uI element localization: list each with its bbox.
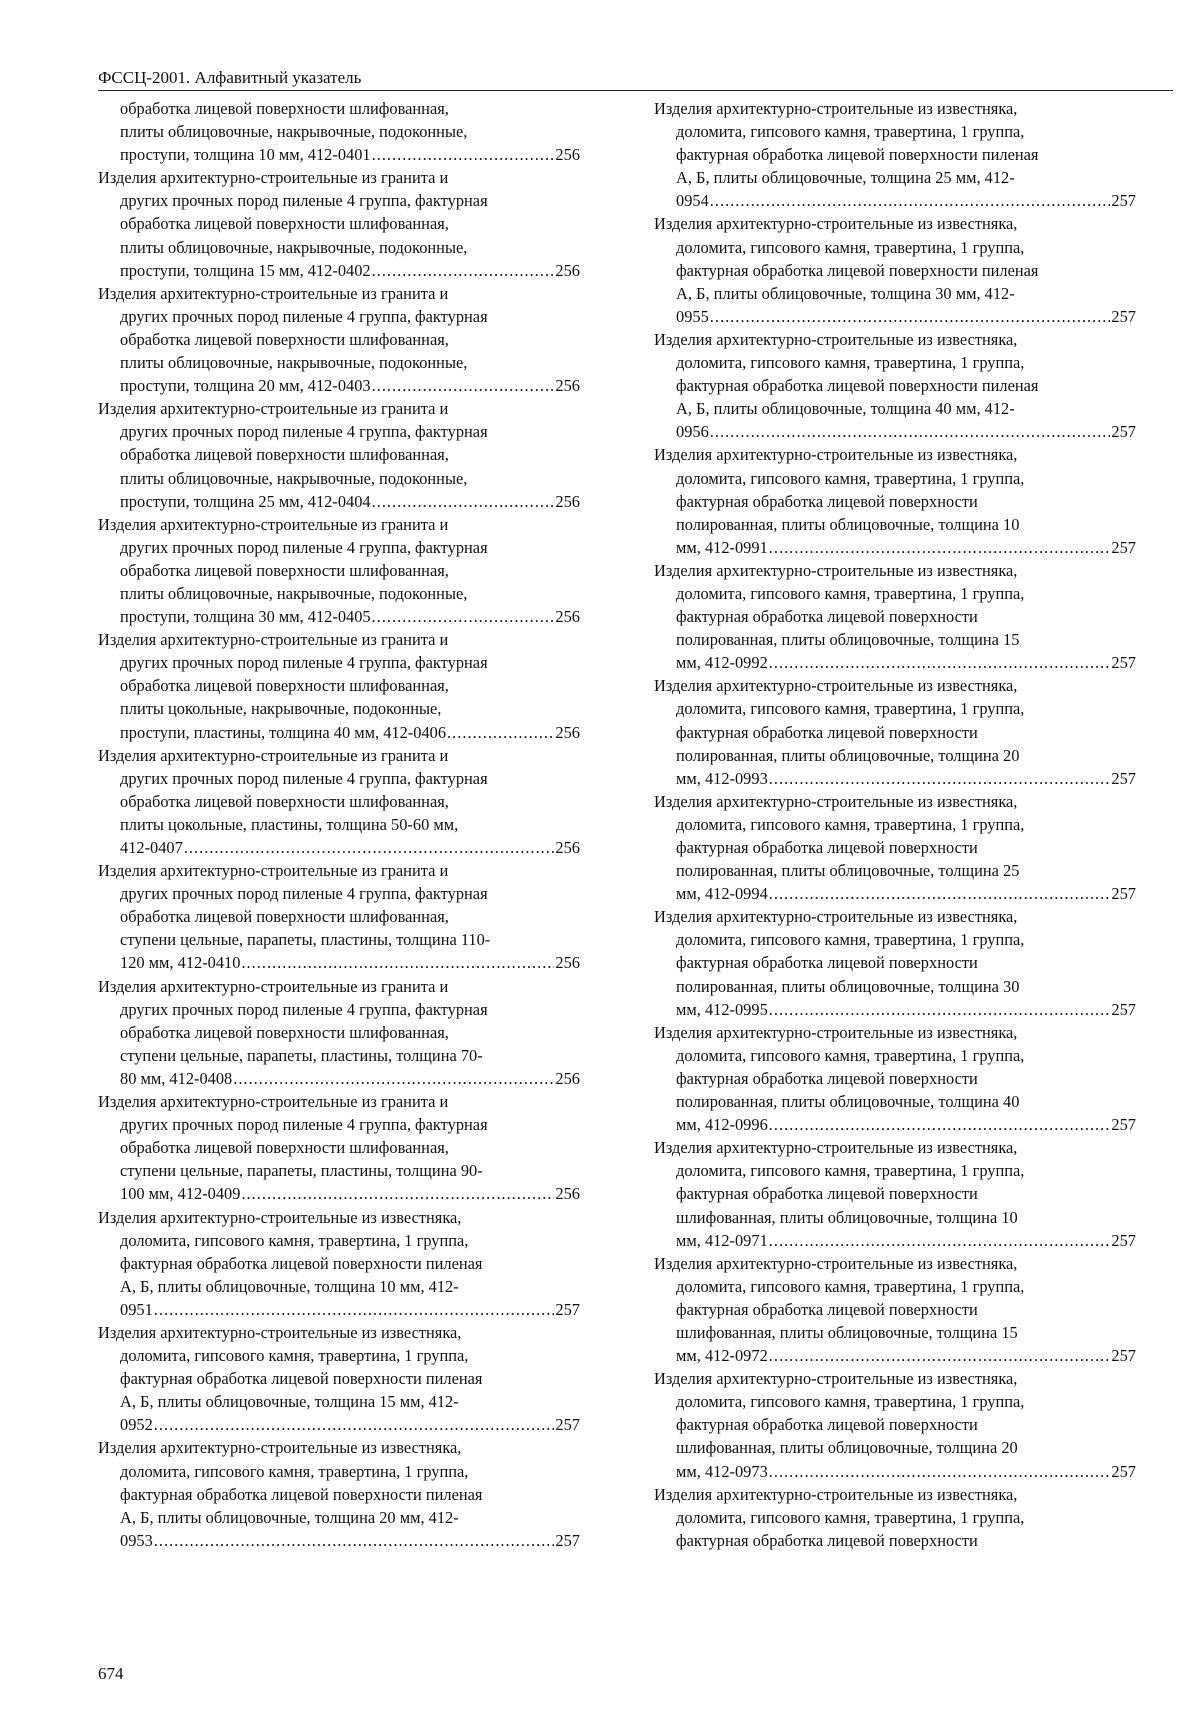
entry-page-ref: 257 <box>1111 768 1136 788</box>
dot-leader <box>710 189 1111 212</box>
entry-text-line: доломита, гипсового камня, травертина, 1 группа, <box>120 1230 469 1250</box>
dot-leader <box>372 605 555 628</box>
index-entry <box>98 628 580 743</box>
entry-page-ref: 257 <box>1111 1115 1136 1135</box>
entry-text-line: фактурная обработка лицевой поверхности <box>676 1299 978 1319</box>
entry-heading-line: Изделия архитектурно-строительные из известняка, <box>98 1438 462 1458</box>
entry-text-line: доломита, гипсового камня, травертина, 1 группа, <box>676 699 1025 719</box>
entry-heading-line: Изделия архитектурно-строительные из известняка, <box>654 676 1018 696</box>
entry-heading-line: Изделия архитектурно-строительные из гранита и <box>98 630 449 650</box>
entry-text-line: полированная, плиты облицовочные, толщина 10 <box>676 514 1020 534</box>
entry-text-line: обработка лицевой поверхности шлифованная, <box>120 560 449 580</box>
entry-reference-line <box>654 1229 1136 1252</box>
entry-heading-line: Изделия архитектурно-строительные из известняка, <box>654 1253 1018 1273</box>
entry-heading-line: Изделия архитектурно-строительные из гранита и <box>98 514 449 534</box>
entry-reference-line <box>654 189 1136 212</box>
index-column-left <box>98 97 580 1552</box>
entry-text-line: плиты цокольные, накрывочные, подоконные, <box>120 699 442 719</box>
entry-code: проступи, толщина 15 мм, 412-0402 <box>120 260 371 280</box>
dot-leader <box>154 1298 555 1321</box>
entry-text-line: обработка лицевой поверхности шлифованная, <box>120 791 449 811</box>
entry-page-ref: 257 <box>555 1299 580 1319</box>
entry-reference-line <box>98 721 580 744</box>
index-entry <box>654 1367 1136 1482</box>
entry-page-ref: 256 <box>555 260 580 280</box>
index-entry <box>654 328 1136 443</box>
entry-text-line: других прочных пород пиленые 4 группа, фактурная <box>120 306 488 326</box>
index-entry <box>654 1252 1136 1367</box>
entry-text-line: плиты облицовочные, накрывочные, подоконные, <box>120 468 468 488</box>
entry-text-line: А, Б, плиты облицовочные, толщина 25 мм, 412- <box>676 168 1015 188</box>
entry-reference-line <box>98 143 580 166</box>
entry-text-line: других прочных пород пиленые 4 группа, фактурная <box>120 768 488 788</box>
dot-leader <box>769 1229 1111 1252</box>
entry-reference-line <box>654 998 1136 1021</box>
index-entry <box>654 905 1136 1020</box>
entry-reference-line <box>654 882 1136 905</box>
entry-text-line: полированная, плиты облицовочные, толщина 25 <box>676 861 1020 881</box>
entry-text-line: других прочных пород пиленые 4 группа, фактурная <box>120 422 488 442</box>
dot-leader <box>769 1460 1111 1483</box>
entry-text-line: фактурная обработка лицевой поверхности <box>676 1530 978 1550</box>
entry-page-ref: 257 <box>1111 1346 1136 1366</box>
entry-text-line: шлифованная, плиты облицовочные, толщина 10 <box>676 1207 1018 1227</box>
dot-leader <box>372 490 555 513</box>
entry-reference-line <box>98 490 580 513</box>
entry-text-line: плиты облицовочные, накрывочные, подоконные, <box>120 122 468 142</box>
entry-heading-line: Изделия архитектурно-строительные из известняка, <box>654 329 1018 349</box>
entry-text-line: фактурная обработка лицевой поверхности <box>676 953 978 973</box>
index-entry <box>654 790 1136 905</box>
entry-code: 0954 <box>676 191 709 211</box>
entry-code: проступи, толщина 30 мм, 412-0405 <box>120 607 371 627</box>
entry-text-line: доломита, гипсового камня, травертина, 1 группа, <box>676 122 1025 142</box>
entry-heading-line: Изделия архитектурно-строительные из гранита и <box>98 861 449 881</box>
entry-text-line: полированная, плиты облицовочные, толщина 20 <box>676 745 1020 765</box>
dot-leader <box>233 1067 554 1090</box>
entry-code: 0951 <box>120 1299 153 1319</box>
index-entry <box>654 1136 1136 1251</box>
entry-code: мм, 412-0994 <box>676 884 768 904</box>
entry-page-ref: 257 <box>1111 1230 1136 1250</box>
entry-text-line: доломита, гипсового камня, травертина, 1 группа, <box>676 1392 1025 1412</box>
index-entry <box>98 166 580 281</box>
index-entry <box>654 674 1136 789</box>
entry-reference-line <box>98 1413 580 1436</box>
entry-heading-line: Изделия архитектурно-строительные из известняка, <box>98 1207 462 1227</box>
entry-reference-line <box>654 767 1136 790</box>
entry-text-line: А, Б, плиты облицовочные, толщина 15 мм, 412- <box>120 1392 459 1412</box>
dot-leader <box>154 1413 555 1436</box>
entry-text-line: доломита, гипсового камня, травертина, 1 группа, <box>676 468 1025 488</box>
index-entry <box>654 1021 1136 1136</box>
entry-code: проступи, пластины, толщина 40 мм, 412-0406 <box>120 722 447 742</box>
entry-text-line: обработка лицевой поверхности шлифованная, <box>120 445 449 465</box>
entry-text-line: доломита, гипсового камня, травертина, 1 группа, <box>676 814 1025 834</box>
entry-text-line: обработка лицевой поверхности шлифованная, <box>120 329 449 349</box>
entry-page-ref: 256 <box>555 722 580 742</box>
dot-leader <box>710 420 1111 443</box>
entry-text-line: доломита, гипсового камня, травертина, 1 группа, <box>676 583 1025 603</box>
entry-reference-line <box>98 374 580 397</box>
index-entry <box>654 212 1136 327</box>
index-entry <box>98 744 580 859</box>
index-entry <box>654 443 1136 558</box>
entry-reference-line <box>98 1182 580 1205</box>
entry-heading-line: Изделия архитектурно-строительные из гранита и <box>98 168 449 188</box>
entry-text-line: плиты цокольные, пластины, толщина 50-60 мм, <box>120 814 459 834</box>
entry-heading-line: Изделия архитектурно-строительные из гранита и <box>98 1092 449 1112</box>
entry-heading-line: Изделия архитектурно-строительные из гранита и <box>98 745 449 765</box>
entry-reference-line <box>654 1344 1136 1367</box>
index-entry <box>98 1206 580 1321</box>
entry-text-line: обработка лицевой поверхности шлифованная, <box>120 676 449 696</box>
index-entry <box>98 282 580 397</box>
entry-text-line: фактурная обработка лицевой поверхности <box>676 1184 978 1204</box>
dot-leader <box>769 767 1111 790</box>
entry-code: 80 мм, 412-0408 <box>120 1068 233 1088</box>
entry-page-ref: 256 <box>555 145 580 165</box>
entry-reference-line <box>654 420 1136 443</box>
entry-text-line: фактурная обработка лицевой поверхности пиленая <box>120 1369 483 1389</box>
entry-code: 412-0407 <box>120 838 183 857</box>
dot-leader <box>447 721 554 744</box>
entry-code: 0953 <box>120 1530 153 1550</box>
entry-page-ref: 257 <box>1111 191 1136 211</box>
entry-text-line: доломита, гипсового камня, травертина, 1 группа, <box>676 1161 1025 1181</box>
entry-heading-line: Изделия архитектурно-строительные из известняка, <box>98 1322 462 1342</box>
entry-code: 0955 <box>676 306 709 326</box>
entry-heading-line: Изделия архитектурно-строительные из известняка, <box>654 99 1018 118</box>
index-entry <box>98 97 580 166</box>
entry-text-line: А, Б, плиты облицовочные, толщина 40 мм, 412- <box>676 399 1015 419</box>
entry-text-line: фактурная обработка лицевой поверхности <box>676 838 978 857</box>
entry-page-ref: 256 <box>555 376 580 396</box>
entry-text-line: фактурная обработка лицевой поверхности <box>676 722 978 742</box>
dot-leader <box>184 836 555 859</box>
entry-text-line: доломита, гипсового камня, травертина, 1 группа, <box>676 237 1025 257</box>
entry-page-ref: 257 <box>1111 422 1136 442</box>
entry-text-line: плиты облицовочные, накрывочные, подоконные, <box>120 583 468 603</box>
index-entry <box>98 1090 580 1205</box>
entry-text-line: шлифованная, плиты облицовочные, толщина 15 <box>676 1322 1018 1342</box>
entry-text-line: доломита, гипсового камня, травертина, 1 группа, <box>676 1045 1025 1065</box>
dot-leader <box>241 1182 554 1205</box>
entry-heading-line: Изделия архитектурно-строительные из известняка, <box>654 1138 1018 1158</box>
dot-leader <box>769 1344 1111 1367</box>
entry-code: 0952 <box>120 1415 153 1435</box>
entry-reference-line <box>654 651 1136 674</box>
entry-reference-line <box>98 1067 580 1090</box>
dot-leader <box>372 374 555 397</box>
dot-leader <box>769 651 1111 674</box>
entry-code: мм, 412-0991 <box>676 537 768 557</box>
dot-leader <box>241 951 554 974</box>
index-entry <box>98 397 580 512</box>
entry-text-line: фактурная обработка лицевой поверхности <box>676 1068 978 1088</box>
dot-leader <box>372 143 555 166</box>
entry-page-ref: 256 <box>555 953 580 973</box>
entry-code: мм, 412-0973 <box>676 1461 768 1481</box>
index-entry <box>98 1436 580 1551</box>
entry-heading-line: Изделия архитектурно-строительные из гранита и <box>98 399 449 419</box>
dot-leader <box>710 305 1111 328</box>
entry-page-ref: 257 <box>1111 537 1136 557</box>
entry-text-line: обработка лицевой поверхности шлифованная, <box>120 907 449 927</box>
entry-page-ref: 257 <box>1111 306 1136 326</box>
dot-leader <box>769 1113 1111 1136</box>
entry-text-line: доломита, гипсового камня, травертина, 1 группа, <box>676 930 1025 950</box>
entry-text-line: обработка лицевой поверхности шлифованная, <box>120 1138 449 1158</box>
entry-heading-line: Изделия архитектурно-строительные из известняка, <box>654 791 1018 811</box>
entry-heading-line: Изделия архитектурно-строительные из известняка, <box>654 1484 1018 1504</box>
entry-text-line: фактурная обработка лицевой поверхности пиленая <box>676 145 1039 165</box>
index-entry <box>654 97 1136 212</box>
entry-page-ref: 256 <box>555 491 580 511</box>
entry-text-line: ступени цельные, парапеты, пластины, толщина 70- <box>120 1045 483 1065</box>
entry-text-line: фактурная обработка лицевой поверхности пиленая <box>120 1253 483 1273</box>
entry-code: мм, 412-0995 <box>676 999 768 1019</box>
entry-page-ref: 257 <box>1111 999 1136 1019</box>
entry-text-line: ступени цельные, парапеты, пластины, толщина 90- <box>120 1161 483 1181</box>
index-entry <box>98 513 580 628</box>
index-entry <box>98 1321 580 1436</box>
entry-page-ref: 257 <box>1111 884 1136 904</box>
entry-code: мм, 412-0993 <box>676 768 768 788</box>
index-entry <box>654 559 1136 674</box>
entry-reference-line <box>654 1460 1136 1483</box>
entry-text-line: плиты облицовочные, накрывочные, подоконные, <box>120 237 468 257</box>
dot-leader <box>769 882 1111 905</box>
entry-reference-line <box>98 605 580 628</box>
entry-page-ref: 257 <box>555 1415 580 1435</box>
entry-text-line: полированная, плиты облицовочные, толщина 30 <box>676 976 1020 996</box>
entry-heading-line: Изделия архитектурно-строительные из известняка, <box>654 560 1018 580</box>
dot-leader <box>769 998 1111 1021</box>
entry-text-line: других прочных пород пиленые 4 группа, фактурная <box>120 537 488 557</box>
entry-text-line: обработка лицевой поверхности шлифованная, <box>120 99 449 118</box>
entry-code: 100 мм, 412-0409 <box>120 1184 241 1204</box>
entry-code: мм, 412-0972 <box>676 1346 768 1366</box>
entry-text-line: полированная, плиты облицовочные, толщина 15 <box>676 630 1020 650</box>
entry-code: мм, 412-0971 <box>676 1230 768 1250</box>
entry-text-line: плиты облицовочные, накрывочные, подоконные, <box>120 353 468 373</box>
entry-page-ref: 256 <box>555 1184 580 1204</box>
entry-text-line: обработка лицевой поверхности шлифованная, <box>120 214 449 234</box>
entry-text-line: доломита, гипсового камня, травертина, 1 группа, <box>676 1276 1025 1296</box>
entry-page-ref: 256 <box>555 838 580 857</box>
entry-text-line: фактурная обработка лицевой поверхности пиленая <box>676 260 1039 280</box>
entry-reference-line <box>98 1529 580 1552</box>
dot-leader <box>769 536 1111 559</box>
entry-code: мм, 412-0996 <box>676 1115 768 1135</box>
entry-text-line: фактурная обработка лицевой поверхности <box>676 607 978 627</box>
entry-text-line: фактурная обработка лицевой поверхности <box>676 1415 978 1435</box>
entry-code: проступи, толщина 20 мм, 412-0403 <box>120 376 371 396</box>
dot-leader <box>372 259 555 282</box>
index-column-right <box>654 97 1136 1552</box>
entry-heading-line: Изделия архитектурно-строительные из известняка, <box>654 907 1018 927</box>
entry-text-line: других прочных пород пиленые 4 группа, фактурная <box>120 1115 488 1135</box>
index-entry <box>98 859 580 974</box>
entry-text-line: других прочных пород пиленые 4 группа, фактурная <box>120 884 488 904</box>
index-entry <box>98 975 580 1090</box>
entry-heading-line: Изделия архитектурно-строительные из известняка, <box>654 214 1018 234</box>
entry-heading-line: Изделия архитектурно-строительные из известняка, <box>654 445 1018 465</box>
entry-text-line: ступени цельные, парапеты, пластины, толщина 110- <box>120 930 491 950</box>
entry-code: 120 мм, 412-0410 <box>120 953 241 973</box>
entry-reference-line <box>654 1113 1136 1136</box>
entry-reference-line <box>98 951 580 974</box>
page-number: 674 <box>98 1664 124 1683</box>
entry-reference-line <box>98 1298 580 1321</box>
entry-reference-line <box>654 305 1136 328</box>
running-title: ФССЦ-2001. Алфавитный указатель <box>98 68 362 87</box>
entry-page-ref: 256 <box>555 607 580 627</box>
dot-leader <box>154 1529 555 1552</box>
entry-code: мм, 412-0992 <box>676 653 768 673</box>
entry-text-line: других прочных пород пиленые 4 группа, фактурная <box>120 653 488 673</box>
entry-heading-line: Изделия архитектурно-строительные из известняка, <box>654 1369 1018 1389</box>
entry-page-ref: 257 <box>1111 1461 1136 1481</box>
entry-text-line: доломита, гипсового камня, травертина, 1 группа, <box>676 1507 1025 1527</box>
entry-heading-line: Изделия архитектурно-строительные из известняка, <box>654 1022 1018 1042</box>
entry-text-line: обработка лицевой поверхности шлифованная, <box>120 1022 449 1042</box>
entry-text-line: шлифованная, плиты облицовочные, толщина 20 <box>676 1438 1018 1458</box>
entry-text-line: фактурная обработка лицевой поверхности пиленая <box>120 1484 483 1504</box>
entry-text-line: фактурная обработка лицевой поверхности <box>676 491 978 511</box>
entry-code: проступи, толщина 10 мм, 412-0401 <box>120 145 371 165</box>
entry-text-line: других прочных пород пиленые 4 группа, фактурная <box>120 191 488 211</box>
entry-heading-line: Изделия архитектурно-строительные из гранита и <box>98 976 449 996</box>
page-header <box>98 68 1173 91</box>
entry-reference-line <box>98 836 580 859</box>
entry-text-line: других прочных пород пиленые 4 группа, фактурная <box>120 999 488 1019</box>
entry-text-line: полированная, плиты облицовочные, толщина 40 <box>676 1092 1020 1112</box>
entry-text-line: доломита, гипсового камня, травертина, 1 группа, <box>676 353 1025 373</box>
entry-page-ref: 257 <box>1111 653 1136 673</box>
index-entry <box>654 1483 1136 1552</box>
entry-page-ref: 257 <box>555 1530 580 1550</box>
entry-text-line: А, Б, плиты облицовочные, толщина 30 мм, 412- <box>676 283 1015 303</box>
entry-text-line: доломита, гипсового камня, травертина, 1 группа, <box>120 1346 469 1366</box>
entry-text-line: доломита, гипсового камня, травертина, 1 группа, <box>120 1461 469 1481</box>
entry-page-ref: 256 <box>555 1068 580 1088</box>
entry-code: проступи, толщина 25 мм, 412-0404 <box>120 491 371 511</box>
entry-text-line: А, Б, плиты облицовочные, толщина 10 мм, 412- <box>120 1276 459 1296</box>
entry-code: 0956 <box>676 422 709 442</box>
entry-text-line: А, Б, плиты облицовочные, толщина 20 мм, 412- <box>120 1507 459 1527</box>
entry-reference-line <box>98 259 580 282</box>
entry-heading-line: Изделия архитектурно-строительные из гранита и <box>98 283 449 303</box>
entry-text-line: фактурная обработка лицевой поверхности пиленая <box>676 376 1039 396</box>
entry-reference-line <box>654 536 1136 559</box>
